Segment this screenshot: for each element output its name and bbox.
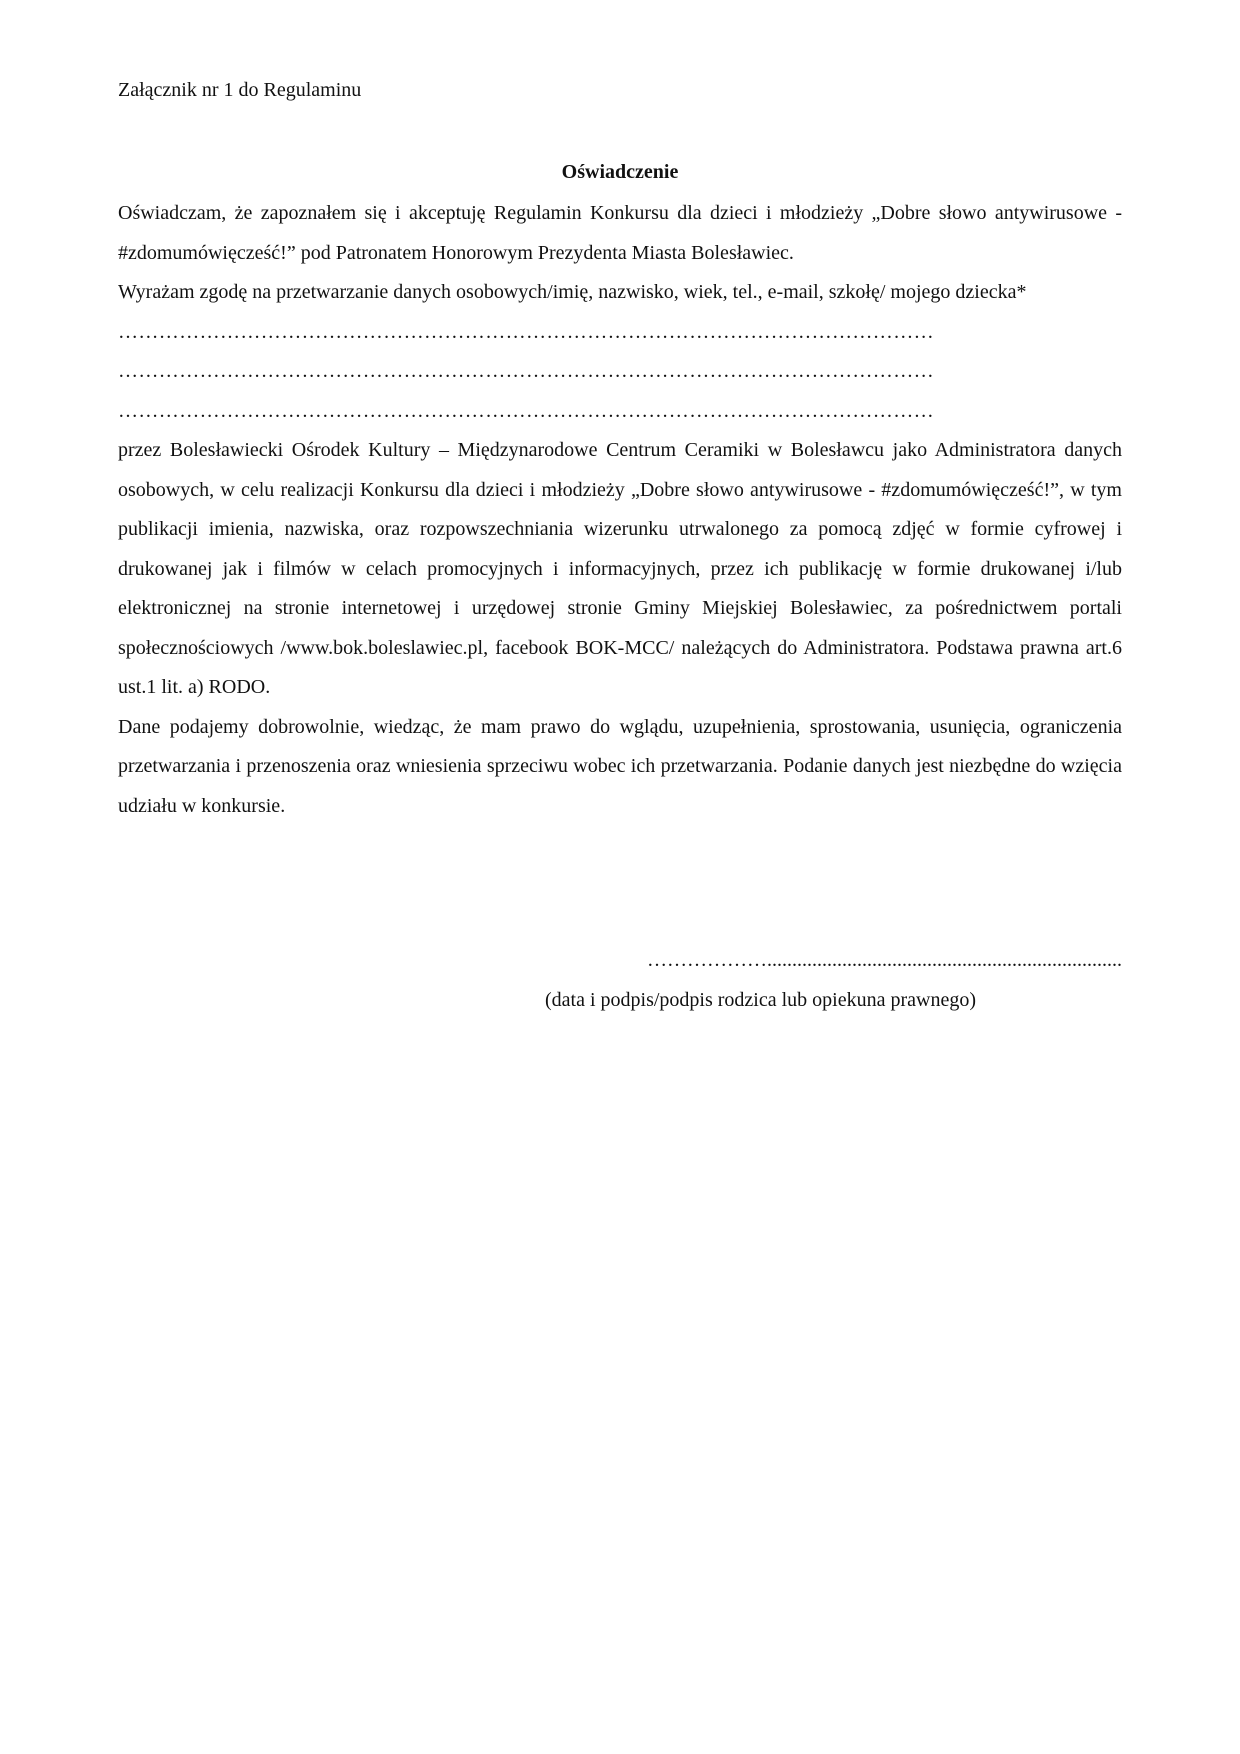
declaration-paragraph: Oświadczam, że zapoznałem się i akceptuję Regulamin Konkursu dla dzieci i młodzieży „Dobre słowo antywirusowe - #zdomumówięcześć!” pod Patronatem Honorowym Prezydenta Miasta Bolesławiec. <box>118 202 1122 264</box>
rights-paragraph: Dane podajemy dobrowolnie, wiedząc, że mam prawo do wglądu, uzupełnienia, sprostowania, usunięcia, ograniczenia przetwarzania i przenoszenia oraz wniesienia sprzeciwu wobec ich przetwarzania. Podanie danych jest niezbędne do wzięcia udziału w konkursie. <box>118 715 1122 817</box>
consent-paragraph: Wyrażam zgodę na przetwarzanie danych osobowych/imię, nazwisko, wiek, tel., e-mail, szkołę/ mojego dziecka* <box>118 281 1027 303</box>
fill-in-line-2: ………………………………………………………………………………………………………… <box>118 360 934 382</box>
document-title: Oświadczenie <box>561 161 679 183</box>
administrator-paragraph: przez Bolesławiecki Ośrodek Kultury – Międzynarodowe Centrum Ceramiki w Bolesławcu jako Administratora danych osobowych, w celu realizacji Konkursu dla dzieci i młodzieży „Dobre słowo antywirusowe - #zdomumówięcześć!”, w tym publikacji imienia, nazwiska, oraz rozpowszechniania wizerunku utrwalonego za pomocą zdjęć w formie cyfrowej i drukowanej jak i filmów w celach promocyjnych i informacyjnych, przez ich publikację w formie drukowanej i/lub elektronicznej na stronie internetowej i urzędowej stronie Gminy Miejskiej Bolesławiec, za pośrednictwem portali społecznościowych /www.bok.boleslawiec.pl, facebook BOK-MCC/ należących do Administratora. Podstawa prawna art.6 ust.1 lit. a) RODO. <box>118 439 1122 698</box>
fill-in-line-1: ………………………………………………………………………………………………………… <box>118 320 934 343</box>
attachment-note: Załącznik nr 1 do Regulaminu <box>118 79 362 101</box>
fill-in-line-3: ………………………………………………………………………………………………………… <box>118 399 934 422</box>
document-body <box>118 194 1122 826</box>
signature-caption: (data i podpis/podpis rodzica lub opiekuna prawnego) <box>545 989 976 1011</box>
signature-line: ………………....................................................................... <box>647 949 1122 971</box>
